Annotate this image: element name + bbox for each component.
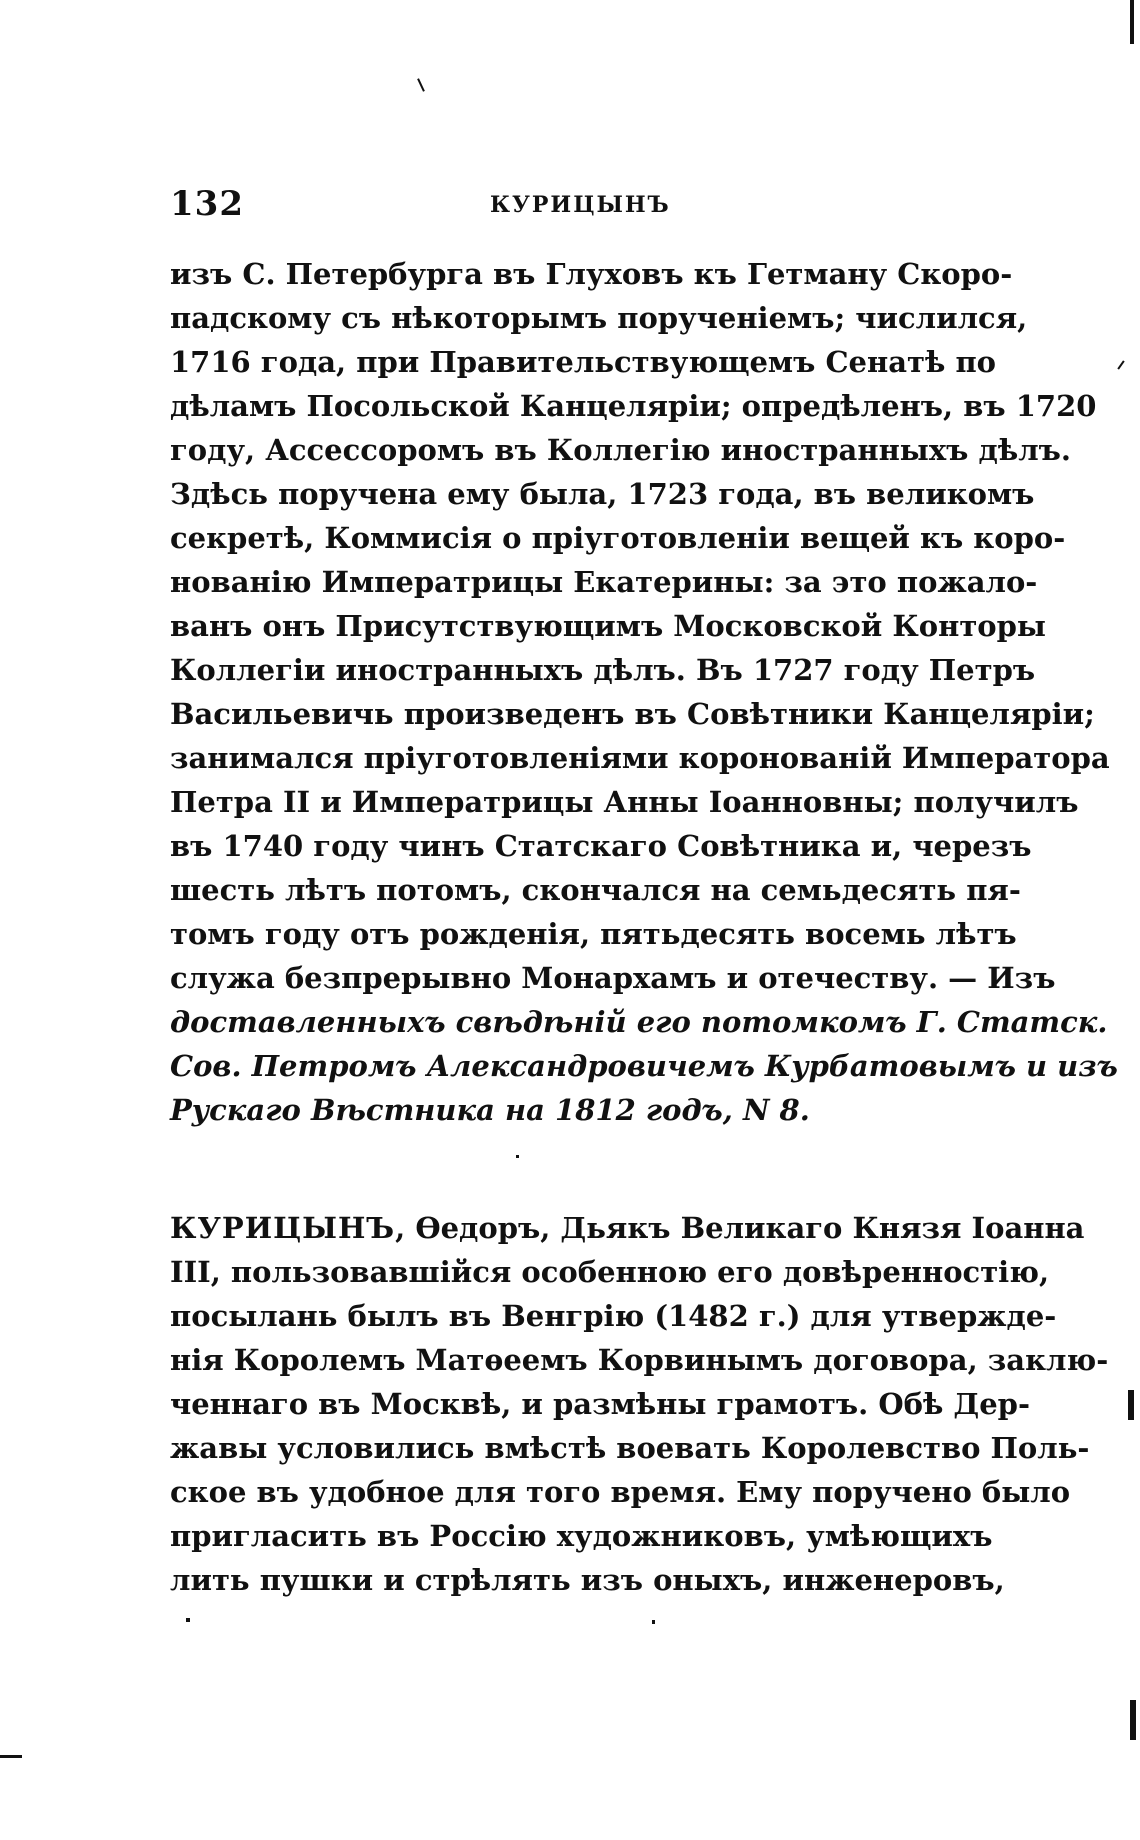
text-line: лить пушки и стрѣлять изъ оныхъ, инженеровъ,	[170, 1563, 1005, 1597]
biography-entry	[170, 1206, 1109, 1602]
text-line: ченнаго въ Москвѣ, и размѣны грамотъ. Обѣ Дер-	[170, 1387, 1030, 1421]
scan-speck	[417, 78, 425, 92]
scan-speck	[1117, 360, 1124, 369]
text-line: въ 1740 году чинъ Статскаго Совѣтника и, черезъ	[170, 829, 1032, 863]
text-line: нованію Императрицы Екатерины: за это пожало-	[170, 565, 1038, 599]
scan-speck	[1128, 1390, 1134, 1420]
entry-headword: КУРИЦЫНЪ	[170, 1211, 396, 1245]
running-head: КУРИЦЫНЪ	[490, 192, 671, 218]
scan-speck	[652, 1620, 655, 1624]
source-citation-line: Сов. Петромъ Александровичемъ Курбатовымъ и изъ	[170, 1049, 1118, 1083]
text-line: посылань былъ въ Венгрію (1482 г.) для утвержде-	[170, 1299, 1057, 1333]
text-line: изъ С. Петербурга въ Глуховъ къ Гетману Скоро-	[170, 257, 1013, 291]
scan-speck	[186, 1618, 190, 1622]
text-line: Коллегіи иностранныхъ дѣлъ. Въ 1727 году Петръ	[170, 653, 1036, 687]
text-line: ское въ удобное для того время. Ему поручено было	[170, 1475, 1071, 1509]
text-line: дѣламъ Посольской Канцеляріи; опредѣленъ, въ 1720	[170, 389, 1097, 423]
scan-speck	[1130, 0, 1134, 44]
page-number: 132	[170, 184, 244, 224]
text-line: секретѣ, Коммисія о пріуготовленіи вещей къ коро-	[170, 521, 1066, 555]
source-citation-line: доставленныхъ свѣдѣній его потомкомъ Г. Статск.	[170, 1005, 1108, 1039]
text-line: Петра II и Императрицы Анны Іоанновны; получилъ	[170, 785, 1079, 819]
paragraph-continuation	[170, 252, 1118, 1132]
scan-speck	[516, 1155, 519, 1158]
text-line: пригласить въ Россію художниковъ, умѣющихъ	[170, 1519, 993, 1553]
text-line: III, пользовавшійся особенною его довѣренностію,	[170, 1255, 1050, 1289]
text-line: Васильевичь произведенъ въ Совѣтники Канцеляріи;	[170, 697, 1095, 731]
page-header	[170, 184, 974, 240]
entry-first-line	[170, 1206, 1085, 1250]
text-line: ванъ онъ Присутствующимъ Московской Конторы	[170, 609, 1046, 643]
text-line: занимался пріуготовленіями коронованій Императора	[170, 741, 1110, 775]
text-line: служа безпрерывно Монархамъ и отечеству. — Изъ	[170, 961, 1056, 995]
text-line: нія Королемъ Матѳеемъ Корвинымъ договора, заклю-	[170, 1343, 1109, 1377]
text-line: томъ году отъ рожденія, пятьдесять восемь лѣтъ	[170, 917, 1017, 951]
text-line: году, Ассессоромъ въ Коллегію иностранныхъ дѣлъ.	[170, 433, 1072, 467]
text-line: 1716 года, при Правительствующемъ Сенатѣ по	[170, 345, 997, 379]
entry-first-line-text: , Ѳедоръ, Дьякъ Великаго Князя Іоанна	[395, 1211, 1085, 1245]
text-line: шесть лѣтъ потомъ, скончался на семьдесять пя-	[170, 873, 1021, 907]
text-line: падскому съ нѣкоторымъ порученіемъ; числился,	[170, 301, 1028, 335]
text-line: жавы условились вмѣстѣ воевать Королевство Поль-	[170, 1431, 1090, 1465]
scan-speck	[1130, 1700, 1136, 1740]
source-citation-line: Рускаго Вѣстника на 1812 годъ, N 8.	[170, 1093, 810, 1127]
scan-speck	[0, 1755, 22, 1758]
text-line: Здѣсь поручена ему была, 1723 года, въ великомъ	[170, 477, 1035, 511]
